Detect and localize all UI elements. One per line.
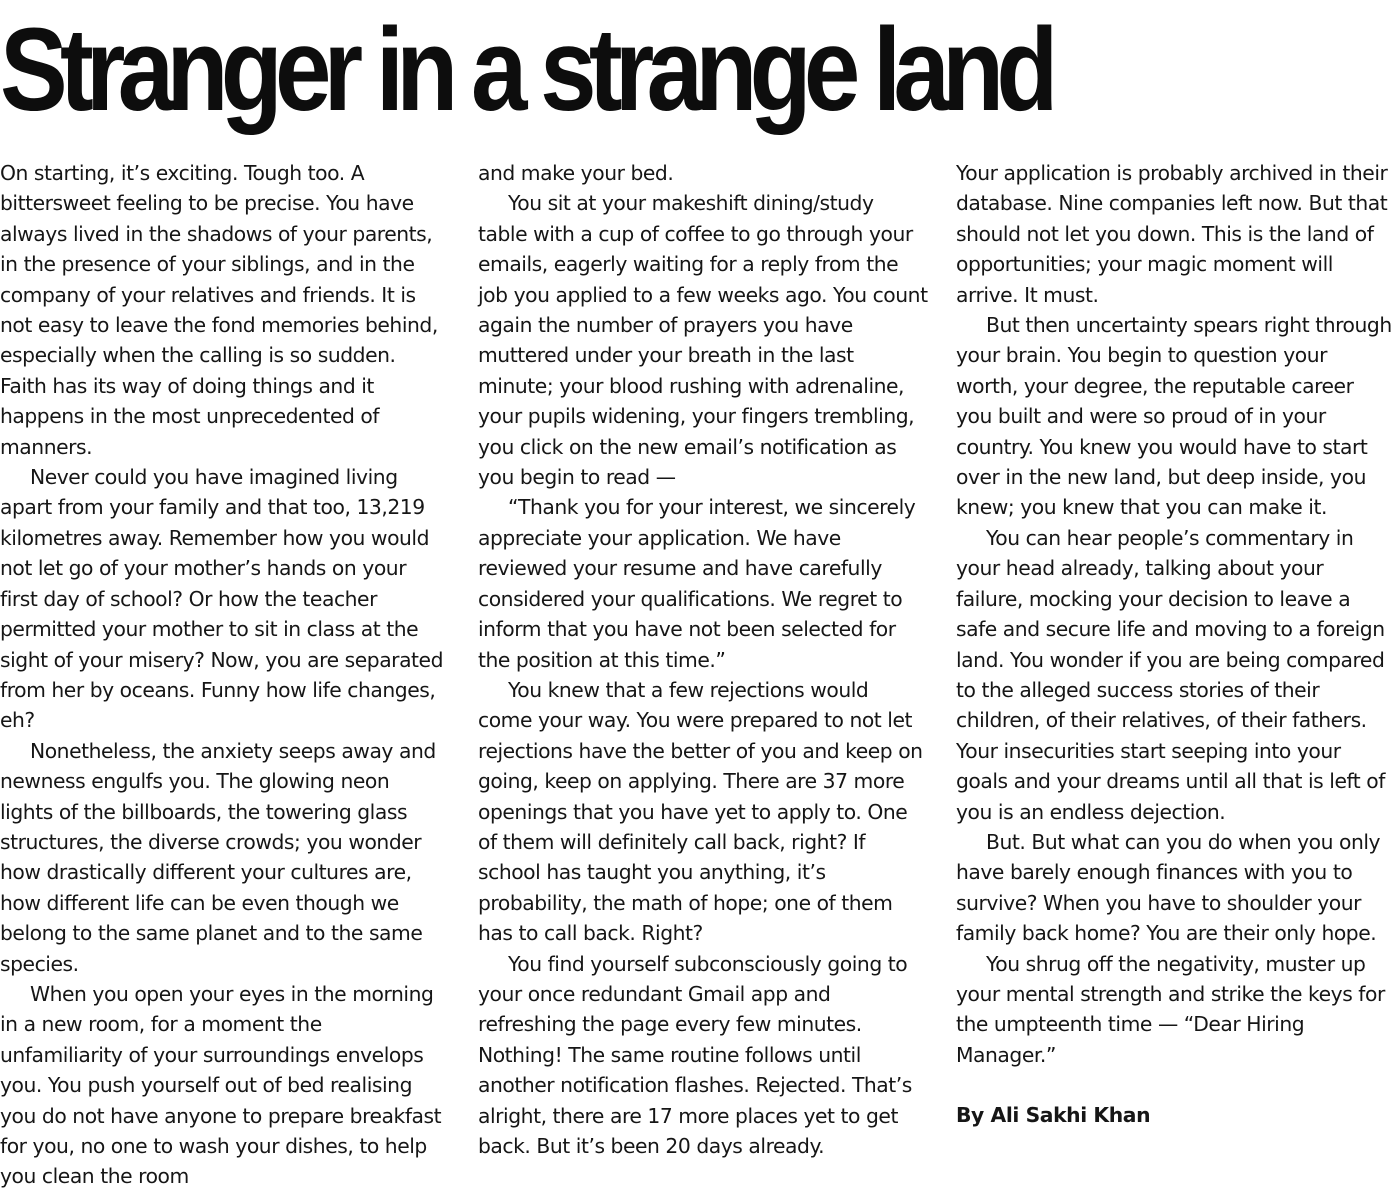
- article-column-2: [478, 158, 928, 1161]
- paragraph: You can hear people’s commentary in your head already, talking about your failure, mocking your decision to leave a safe and secure life and moving to a foreign land. You wonder if you are being compared to the alleged success stories of their children, of their relatives, of their fathers. Your insecurities start seeping into your goals and your dreams until all that is left of you is an endless dejection.: [956, 525, 1385, 824]
- headline: Stranger in a strange land: [0, 4, 1051, 136]
- paragraph: When you open your eyes in the morning in a new room, for a moment the unfamiliarity of your surroundings envelops you. You push yourself out of bed realising you do not have anyone to prepare breakfast for you, no one to wash your dishes, to help you clean the room: [0, 981, 442, 1189]
- article-column-1: [0, 158, 446, 1192]
- paragraph: Never could you have imagined living apart from your family and that too, 13,219 kilometres away. Remember how you would not let go of your mother’s hands on your first day of school? Or how the teacher permitted your mother to sit in class at the sight of your misery? Now, you are separated from her by oceans. Funny how life changes, eh?: [0, 465, 443, 733]
- paragraph: On starting, it’s exciting. Tough too. A bittersweet feeling to be precise. You have always lived in the shadows of your parents, in the presence of your siblings, and in the company of your relatives and friends. It is not easy to leave the fond memories behind, especially when the calling is so sudden. Faith has its way of doing things and it happens in the most unprecedented of manners.: [0, 161, 438, 459]
- paragraph: “Thank you for your interest, we sincerely appreciate your application. We have reviewed your resume and have carefully considered your qualifications. We regret to inform that you have not been selected for the position at this time.”: [478, 495, 916, 672]
- paragraph: You shrug off the negativity, muster up your mental strength and strike the keys for the umpteenth time — “Dear Hiring Manager.”: [956, 951, 1385, 1067]
- paragraph: But. But what can you do when you only have barely enough finances with you to survive? When you have to shoulder your family back home? You are their only hope.: [956, 829, 1381, 946]
- paragraph: You find yourself subconsciously going to your once redundant Gmail app and refreshing the page every few minutes. Nothing! The same routine follows until another notification flashes. Rejected. That’s alright, there are 17 more places yet to get back. But it’s been 20 days already.: [478, 951, 912, 1158]
- paragraph: You sit at your makeshift dining/study table with a cup of coffee to go through your emails, eagerly waiting for a reply from the job you applied to a few weeks ago. You count again the number of prayers you have muttered under your breath in the last minute; your blood rushing with adrenaline, your pupils widening, your fingers trembling, you click on the new email’s notification as you begin to read —: [478, 191, 928, 490]
- paragraph: But then uncertainty spears right through your brain. You begin to question your worth, your degree, the reputable career you built and were so proud of in your country. You knew you would have to start over in the new land, but deep inside, you knew; you knew that you can make it.: [956, 313, 1392, 520]
- paragraph: You knew that a few rejections would come your way. You were prepared to not let rejections have the better of you and keep on going, keep on applying. There are 37 more openings that you have yet to apply to. One of them will definitely call back, right? If school has taught you anything, it’s probability, the math of hope; one of them has to call back. Right?: [478, 677, 923, 946]
- paragraph: Nonetheless, the anxiety seeps away and newness engulfs you. The glowing neon lights of the billboards, the towering glass structures, the diverse crowds; you wonder how drastically different your cultures are, how different life can be even though we belong to the same planet and to the same species.: [0, 738, 436, 976]
- byline: By Ali Sakhi Khan: [956, 1103, 1151, 1128]
- paragraph: and make your bed.: [478, 161, 674, 185]
- article-column-3: [956, 158, 1392, 1131]
- paragraph: Your application is probably archived in their database. Nine companies left now. But that should not let you down. This is the land of opportunities; your magic moment will arrive. It must.: [956, 161, 1388, 307]
